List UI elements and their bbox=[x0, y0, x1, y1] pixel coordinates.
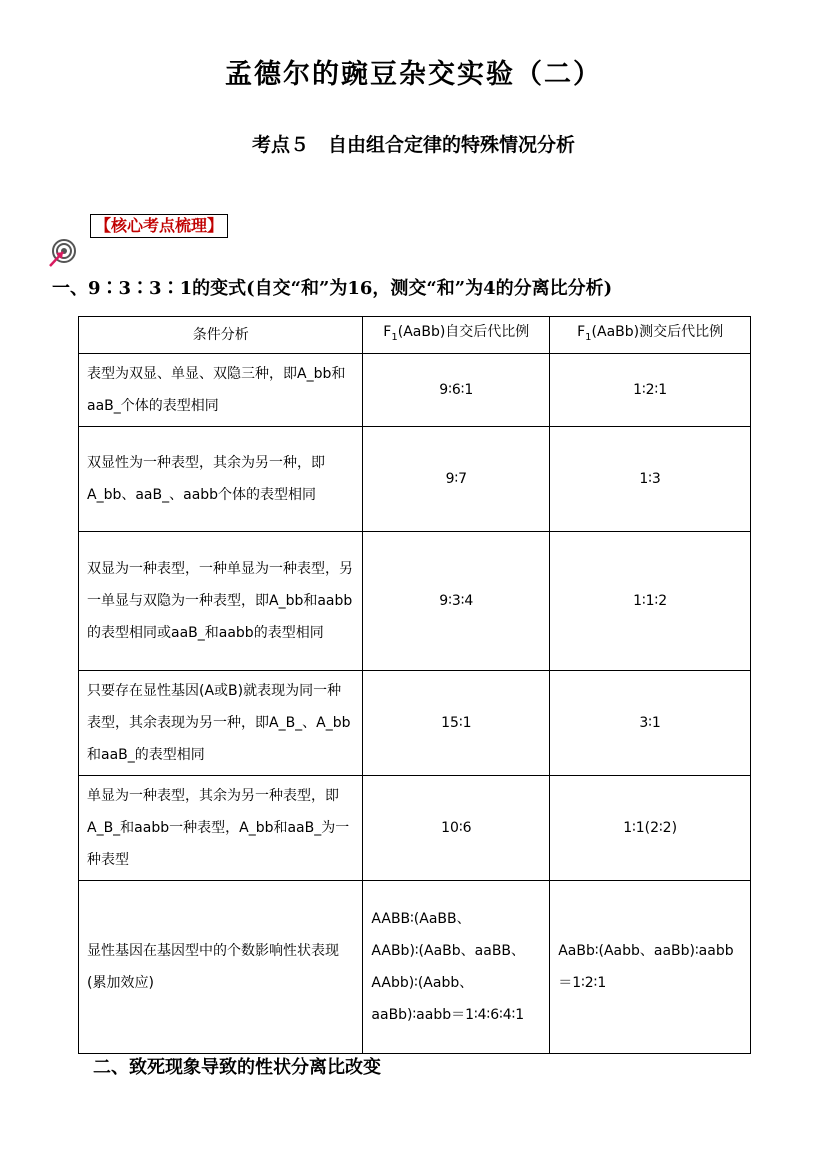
row-selfcross: 9∶3∶4 bbox=[363, 531, 550, 670]
core-points-badge: 【核心考点梳理】 bbox=[90, 214, 228, 238]
row-selfcross: 9∶6∶1 bbox=[363, 353, 550, 426]
table-row bbox=[79, 775, 751, 880]
row-condition: 表型为双显、单显、双隐三种，即A_bb和aaB_个体的表型相同 bbox=[79, 353, 363, 426]
row-selfcross: 15∶1 bbox=[363, 670, 550, 775]
header-testcross: $F_1(AaBb)$测交后代比例 bbox=[550, 317, 751, 354]
page-subtitle: 考点５ 自由组合定律的特殊情况分析 bbox=[251, 134, 575, 156]
row-testcross: 1∶3 bbox=[550, 426, 751, 531]
row-testcross: 1∶1∶2 bbox=[550, 531, 751, 670]
row-condition: 单显为一种表型，其余为另一种表型，即A_B_和aabb一种表型，A_bb和aaB_为一种表型 bbox=[79, 775, 363, 880]
row-selfcross: AABB∶(AaBB、AABb)∶(AaBb、aaBB、AAbb)∶(Aabb、aaBb)∶aabb＝1∶4∶6∶4∶1 bbox=[363, 880, 550, 1053]
row-condition: 只要存在显性基因(A或B)就表现为同一种表型，其余表现为另一种，即A_B_、A_bb和aaB_的表型相同 bbox=[79, 670, 363, 775]
table-header-row bbox=[79, 317, 751, 354]
row-condition: 双显为一种表型，一种单显为一种表型，另一单显与双隐为一种表型，即A_bb和aabb的表型相同或aaB_和aabb的表型相同 bbox=[79, 531, 363, 670]
row-testcross: 3∶1 bbox=[550, 670, 751, 775]
table-row bbox=[79, 880, 751, 1053]
section-2-heading: 二、致死现象导致的性状分离比改变 bbox=[93, 1057, 381, 1078]
target-arrow-icon bbox=[46, 238, 78, 270]
row-condition: 双显性为一种表型，其余为另一种，即A_bb、aaB_、aabb个体的表型相同 bbox=[79, 426, 363, 531]
table-row bbox=[79, 531, 751, 670]
row-selfcross: 9∶7 bbox=[363, 426, 550, 531]
section-1-heading: 一、9∶3∶3∶1的变式(自交“和”为16，测交“和”为4的分离比分析) bbox=[52, 278, 613, 299]
table-row bbox=[79, 670, 751, 775]
row-testcross: 1∶1(2∶2) bbox=[550, 775, 751, 880]
page-title: 孟德尔的豌豆杂交实验（二） bbox=[225, 59, 602, 90]
header-condition: 条件分析 bbox=[79, 317, 363, 354]
row-selfcross: 10∶6 bbox=[363, 775, 550, 880]
row-testcross: 1∶2∶1 bbox=[550, 353, 751, 426]
ratio-table bbox=[78, 316, 751, 1054]
row-testcross: AaBb∶(Aabb、aaBb)∶aabb＝1∶2∶1 bbox=[550, 880, 751, 1053]
table-row bbox=[79, 426, 751, 531]
row-condition: 显性基因在基因型中的个数影响性状表现(累加效应) bbox=[79, 880, 363, 1053]
table-row bbox=[79, 353, 751, 426]
header-selfcross: $F_1(AaBb)$自交后代比例 bbox=[363, 317, 550, 354]
